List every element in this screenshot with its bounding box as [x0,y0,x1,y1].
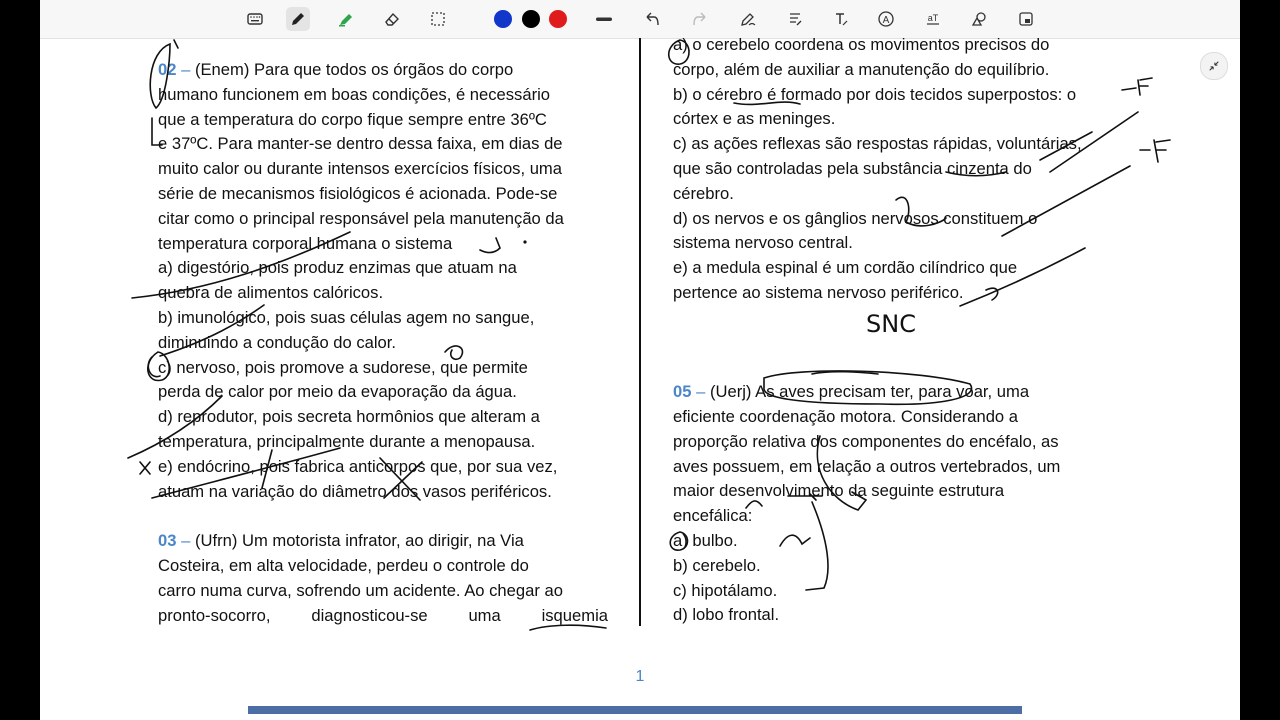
q05-line-0 [673,380,1123,405]
q05-line: encefálica: [673,506,753,526]
q03-line: pronto-socorro, diagnosticou-se uma isquemia [158,605,608,625]
pen-icon[interactable] [286,7,310,31]
q04-option-e: e) a medula espinal é um cordão cilíndrico que [673,258,1018,278]
q05-line: eficiente coordenação motora. Considerando a [673,406,1019,426]
q04-option-a: a) o cerebelo coordena os movimentos precisos do [673,35,1050,54]
q02-option-a: a) digestório, pois produz enzimas que atuam na [158,258,517,278]
ink-stroke [1122,88,1136,90]
color-blue-swatch[interactable] [494,10,512,28]
ink-x-mark [140,462,150,474]
q02-line: muito calor ou durante intensos exercícios físicos, uma [158,159,562,179]
column-divider [639,38,641,626]
ink-snc-label: SNC [866,310,916,338]
math-icon[interactable] [874,7,898,31]
ink-stroke [174,40,178,48]
q02-option-d: d) reprodutor, pois secreta hormônios que alteram a [158,407,540,427]
q05-number: 05 [673,382,692,402]
color-red-swatch[interactable] [549,10,567,28]
ink-f-mark-2 [1140,140,1170,162]
q03-line: Costeira, em alta velocidade, perdeu o controle do [158,555,529,575]
lasso-icon[interactable] [426,7,450,31]
q02-line-0 [158,58,608,83]
q02-number: 02 [158,60,177,79]
q02-dash: – [181,60,191,79]
q04-option-e-cont: pertence ao sistema nervoso periférico. [673,282,964,302]
q02-line: série de mecanismos fisiológicos é acionada. Pode-se [158,183,558,203]
spell-icon[interactable] [921,7,945,31]
q02-option-e-cont: atuam na variação do diâmetro dos vasos periféricos. [158,481,552,501]
q02-option-d-cont: temperatura, principalmente durante a menopausa. [158,431,536,451]
redo-icon[interactable] [688,7,712,31]
color-black-swatch[interactable] [522,10,540,28]
ink-to-text-icon[interactable] [783,7,807,31]
text-tool-icon[interactable] [829,7,853,31]
q02-text: (Enem) Para que todos os órgãos do corpo [194,60,514,79]
q04-option-a-cont: corpo, além de auxiliar a manutenção do equilíbrio. [673,59,1050,79]
page-number: 1 [635,668,645,685]
ink-to-shape-icon[interactable] [736,7,760,31]
q05-dash: – [696,382,706,402]
svg-text:aT: aT [927,13,939,23]
q02-option-e: e) endócrino, pois fabrica anticorpos que, por sua vez, [158,456,558,476]
q02-option-b: b) imunológico, pois suas células agem no sangue, [158,307,535,327]
eraser-icon[interactable] [380,7,404,31]
q02-line: que a temperatura do corpo fique sempre entre 36ºC [158,109,547,129]
q05-text: (Uerj) As aves precisam ter, para voar, uma [709,382,1030,402]
q03-number: 03 [158,531,177,551]
q03-line: carro numa curva, sofrendo um acidente. Ao chegar ao [158,580,563,600]
collapse-icon[interactable] [1200,52,1228,80]
q02-option-c-cont: perda de calor por meio da evaporação da água. [158,382,517,402]
q02-line: e 37ºC. Para manter-se dentro dessa faixa, em dias de [158,134,563,154]
q04-option-d-cont: sistema nervoso central. [673,233,853,253]
q05-line: maior desenvolvimento da seguinte estrutura [673,481,1005,501]
q04-option-b-cont: córtex e as meninges. [673,109,836,129]
q05-option-d: d) lobo frontal. [673,605,780,625]
q02-line: citar como o principal responsável pela manutenção da [158,208,564,228]
q04-option-c-cont: que são controladas pela substância cinzenta do [673,158,1032,178]
q02-line: humano funcionem em boas condições, é necessário [158,84,551,104]
notes-app [40,0,1240,720]
lock-icon[interactable] [1014,7,1038,31]
right-column [673,33,1123,628]
q02-option-c: c) nervoso, pois promove a sudorese, que permite [158,357,528,377]
page-scrollbar[interactable] [248,706,1022,714]
q03-line-0 [158,529,608,554]
svg-text:A: A [882,15,890,26]
q04-option-d: d) os nervos e os gânglios nervosos constituem o [673,208,1038,228]
q04-option-c: c) as ações reflexas são respostas rápidas, voluntárias, [673,134,1082,154]
q05-option-a: a) bulbo. [673,530,738,550]
q02-option-a-cont: quebra de alimentos calóricos. [158,283,384,303]
q03-dash: – [181,531,191,551]
highlighter-icon[interactable] [334,7,358,31]
stroke-width-icon[interactable] [592,7,616,31]
keyboard-icon[interactable] [243,7,267,31]
undo-icon[interactable] [640,7,664,31]
q04-option-c-cont2: cérebro. [673,183,734,203]
q04-option-b: b) o cérebro é formado por dois tecidos superpostos: o [673,84,1077,104]
q02-line: temperatura corporal humana o sistema [158,233,453,253]
q02-option-b-cont: diminuindo a condução do calor. [158,332,397,352]
left-column [158,58,608,628]
ink-f-mark-1 [1138,78,1152,95]
q03-text: (Ufrn) Um motorista infrator, ao dirigir, na Via [194,531,524,551]
q05-line: aves possuem, em relação a outros vertebrados, um [673,456,1061,476]
q05-option-c: c) hipotálamo. [673,580,778,600]
q05-line: proporção relativa dos componentes do encéfalo, as [673,431,1059,451]
shapes-icon[interactable] [967,7,991,31]
q05-option-b: b) cerebelo. [673,555,761,575]
